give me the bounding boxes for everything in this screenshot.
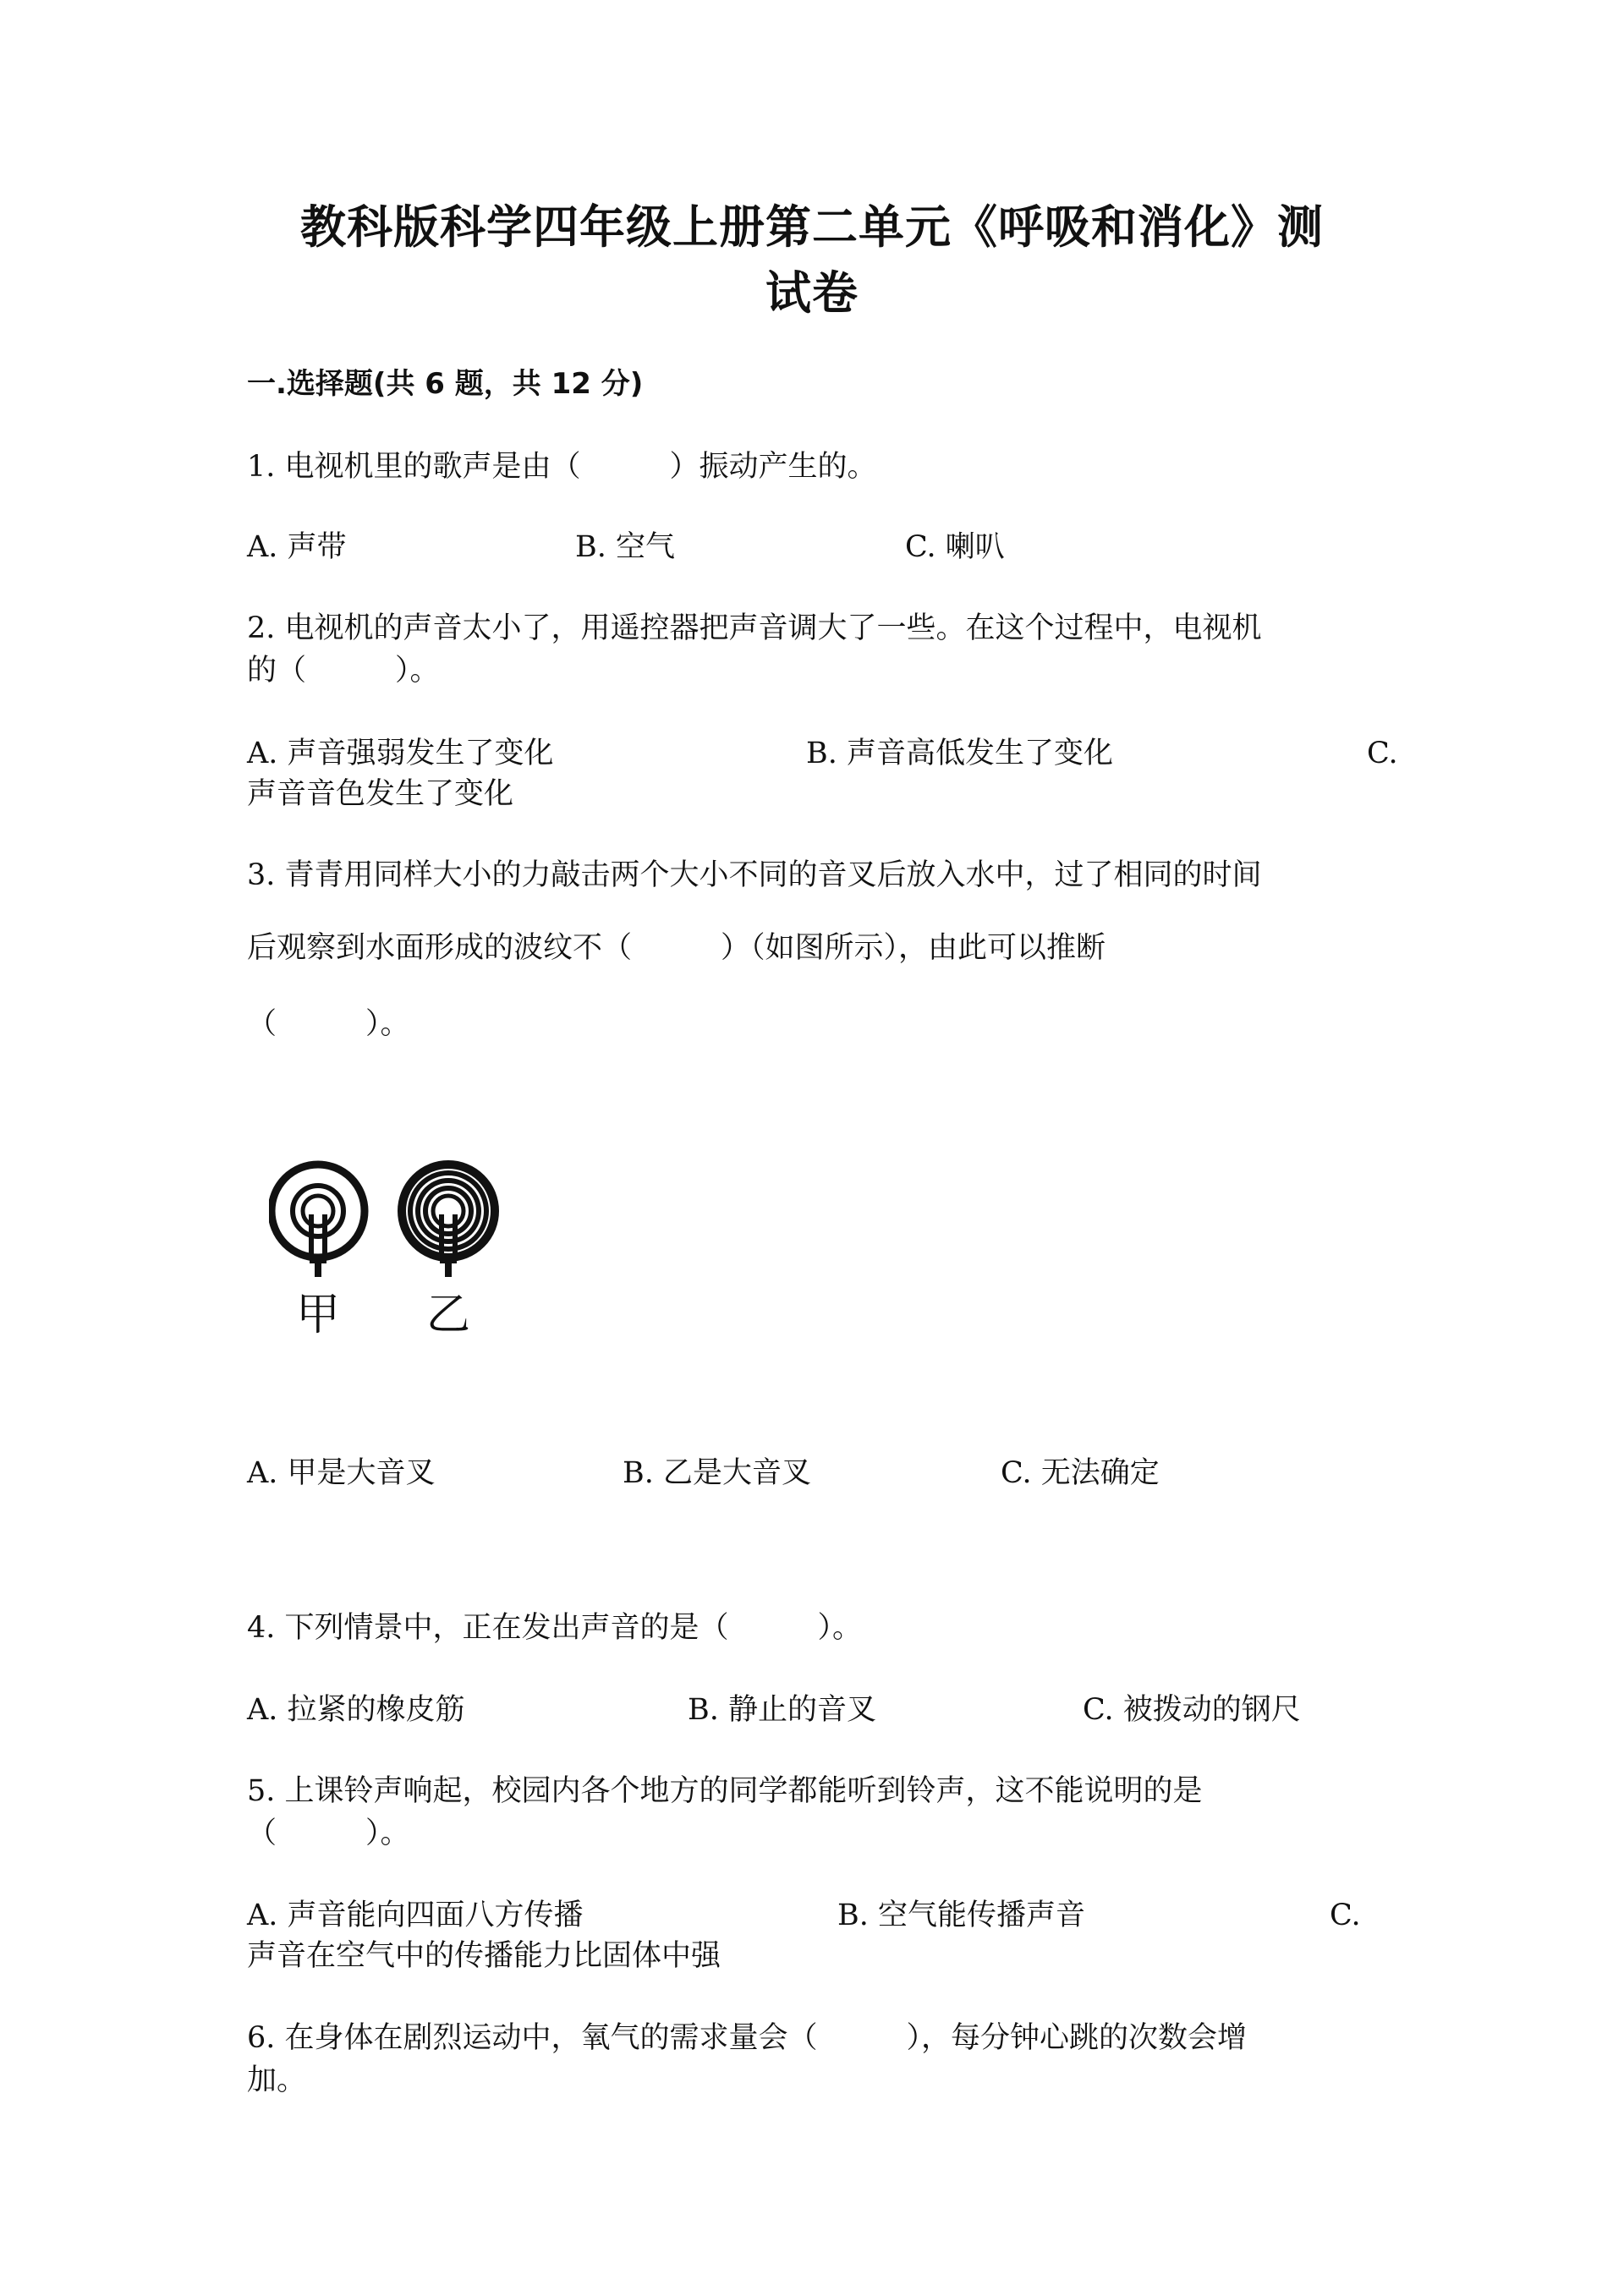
figure-label-jia: 甲 — [296, 1290, 341, 1340]
tuning-fork-jia-icon — [272, 1164, 365, 1277]
question-4-text: 4. 下列情景中，正在发出声音的是（ ）。 — [247, 1611, 863, 1645]
question-5-option-c-label: C. — [1330, 1899, 1361, 1932]
question-5-option-a: A. 声音能向四面八方传播 — [247, 1899, 584, 1932]
question-5-text-line-1: 5. 上课铃声响起，校园内各个地方的同学都能听到铃声，这不能说明的是 — [247, 1774, 1203, 1808]
question-4-option-b: B. 静止的音叉 — [688, 1693, 876, 1727]
figure-label-yi: 乙 — [426, 1290, 471, 1340]
question-2-option-c-label: C. — [1367, 737, 1398, 770]
question-4-option-c: C. 被拨动的钢尺 — [1083, 1693, 1301, 1727]
question-5-text-line-2: （ ）。 — [247, 1817, 410, 1850]
section-heading: 一.选择题(共 6 题，共 12 分) — [247, 367, 644, 401]
title-line-1: 教科版科学四年级上册第二单元《呼吸和消化》测 — [300, 200, 1324, 254]
question-3-option-b: B. 乙是大音叉 — [623, 1456, 811, 1490]
question-2-text-line-1: 2. 电视机的声音太小了，用遥控器把声音调大了一些。在这个过程中，电视机 — [247, 611, 1262, 645]
question-1-option-a: A. 声带 — [247, 530, 347, 564]
question-2-option-a: A. 声音强弱发生了变化 — [247, 737, 554, 770]
question-3-text-line-3: （ ）。 — [247, 1007, 410, 1041]
question-4-option-a: A. 拉紧的橡皮筋 — [247, 1693, 465, 1727]
tuning-fork-figure — [269, 1159, 523, 1345]
question-3-option-a: A. 甲是大音叉 — [247, 1456, 436, 1490]
question-2-text-line-2: 的（ ）。 — [247, 654, 440, 688]
question-6-text-line-1: 6. 在身体在剧烈运动中，氧气的需求量会（ ），每分钟心跳的次数会增 — [247, 2021, 1248, 2055]
tuning-fork-ripples-image — [269, 1159, 523, 1285]
tuning-fork-yi-icon — [402, 1164, 495, 1277]
question-1-text: 1. 电视机里的歌声是由（ ）振动产生的。 — [247, 450, 877, 484]
title-line-2: 试卷 — [765, 266, 859, 320]
question-5-option-b: B. 空气能传播声音 — [837, 1899, 1085, 1932]
question-1-option-c: C. 喇叭 — [905, 530, 1005, 564]
question-3-text-line-2: 后观察到水面形成的波纹不（ ）（如图所示），由此可以推断 — [247, 931, 1106, 965]
question-3-option-c: C. 无法确定 — [1001, 1456, 1160, 1490]
question-5-option-c-text: 声音在空气中的传播能力比固体中强 — [247, 1939, 721, 1973]
exam-title — [0, 195, 1624, 326]
question-3-text-line-1: 3. 青青用同样大小的力敲击两个大小不同的音叉后放入水中，过了相同的时间 — [247, 858, 1262, 892]
question-1-option-b: B. 空气 — [575, 530, 675, 564]
question-6-text-line-2: 加。 — [247, 2063, 307, 2097]
question-2-option-c-text: 声音音色发生了变化 — [247, 777, 514, 811]
question-2-option-b: B. 声音高低发生了变化 — [806, 737, 1113, 770]
